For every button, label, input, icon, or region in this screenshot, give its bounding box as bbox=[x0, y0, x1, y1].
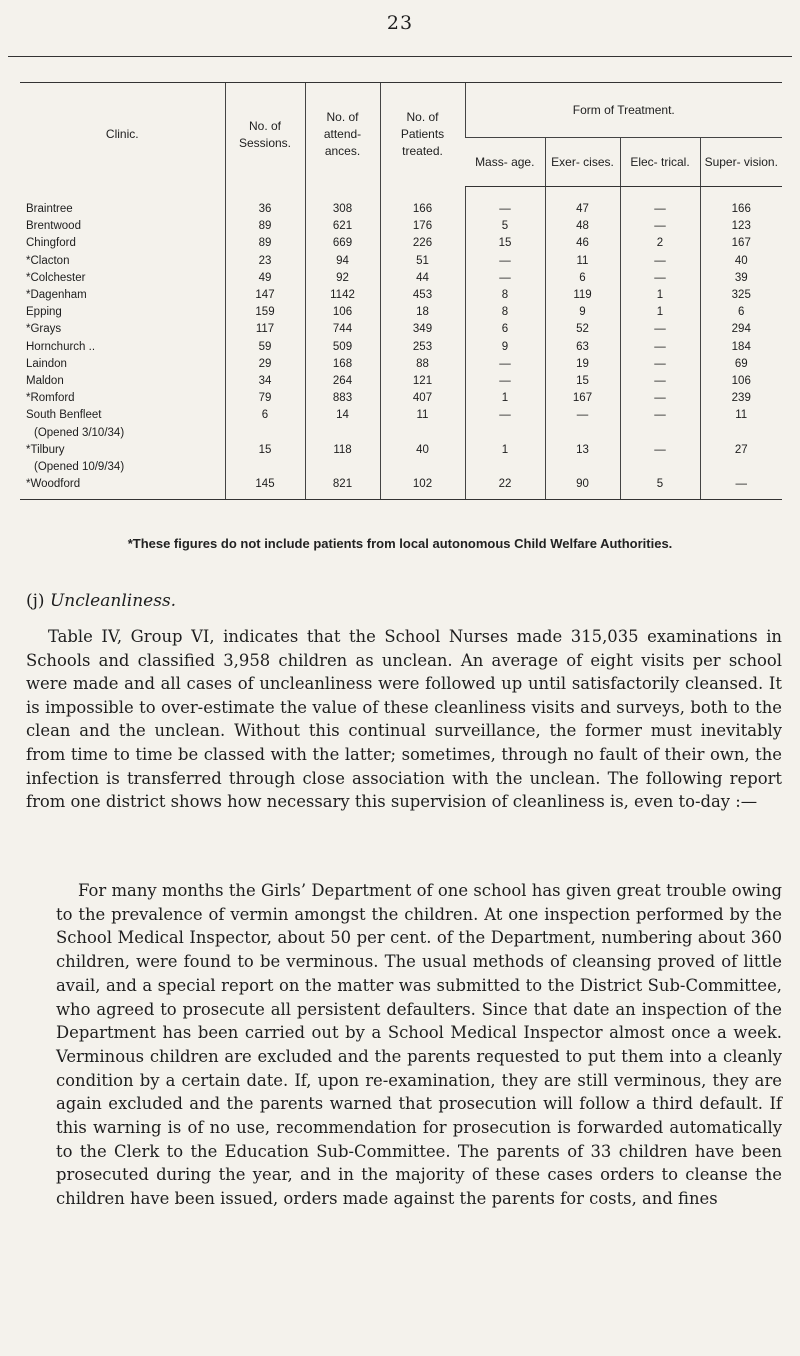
clinic-name-cell bbox=[20, 407, 225, 441]
clinic-name-cell bbox=[20, 187, 225, 219]
cell-patients: 102 bbox=[380, 476, 465, 500]
cell-supervision: 11 bbox=[700, 407, 782, 441]
clinic-name: Hornchurch .. bbox=[26, 340, 96, 353]
header-form-of-treatment: Form of Treatment. bbox=[465, 83, 782, 138]
cell-patients: 176 bbox=[380, 218, 465, 235]
cell-attendances: 509 bbox=[305, 339, 380, 356]
cell-sessions: 6 bbox=[225, 407, 305, 441]
table-row bbox=[20, 235, 782, 252]
header-exercises: Exer- cises. bbox=[545, 138, 620, 187]
clinic-name-cell bbox=[20, 356, 225, 373]
cell-electrical: 5 bbox=[620, 476, 700, 500]
cell-patients: 51 bbox=[380, 253, 465, 270]
clinic-name: *Tilbury bbox=[26, 443, 65, 456]
table-row bbox=[20, 390, 782, 407]
cell-patients: 88 bbox=[380, 356, 465, 373]
cell-electrical: 1 bbox=[620, 287, 700, 304]
cell-attendances: 821 bbox=[305, 476, 380, 500]
cell-electrical: — bbox=[620, 356, 700, 373]
cell-supervision: 184 bbox=[700, 339, 782, 356]
header-clinic: Clinic. bbox=[20, 83, 225, 187]
cell-patients: 407 bbox=[380, 390, 465, 407]
cell-exercises: 119 bbox=[545, 287, 620, 304]
header-massage: Mass- age. bbox=[465, 138, 545, 187]
cell-attendances: 14 bbox=[305, 407, 380, 441]
cell-exercises: 48 bbox=[545, 218, 620, 235]
cell-massage: 9 bbox=[465, 339, 545, 356]
cell-exercises: 46 bbox=[545, 235, 620, 252]
clinic-name-cell bbox=[20, 218, 225, 235]
cell-patients: 226 bbox=[380, 235, 465, 252]
table-row bbox=[20, 407, 782, 441]
cell-patients: 253 bbox=[380, 339, 465, 356]
cell-supervision: 106 bbox=[700, 373, 782, 390]
cell-patients: 11 bbox=[380, 407, 465, 441]
cell-electrical: — bbox=[620, 187, 700, 219]
table-body bbox=[20, 187, 782, 500]
header-patients: No. of Patients treated. bbox=[380, 83, 465, 187]
clinic-name-cell bbox=[20, 304, 225, 321]
clinic-name: South Benfleet bbox=[26, 409, 102, 422]
cell-exercises: 9 bbox=[545, 304, 620, 321]
cell-massage: — bbox=[465, 187, 545, 219]
table-row bbox=[20, 270, 782, 287]
clinic-name-cell bbox=[20, 287, 225, 304]
cell-supervision: 325 bbox=[700, 287, 782, 304]
cell-sessions: 15 bbox=[225, 442, 305, 476]
cell-supervision: 294 bbox=[700, 321, 782, 338]
cell-exercises: 167 bbox=[545, 390, 620, 407]
cell-attendances: 168 bbox=[305, 356, 380, 373]
clinic-name: *Colchester bbox=[26, 271, 86, 284]
cell-sessions: 36 bbox=[225, 187, 305, 219]
cell-massage: 1 bbox=[465, 442, 545, 476]
cell-patients: 44 bbox=[380, 270, 465, 287]
cell-exercises: 47 bbox=[545, 187, 620, 219]
cell-sessions: 29 bbox=[225, 356, 305, 373]
cell-massage: — bbox=[465, 373, 545, 390]
cell-sessions: 89 bbox=[225, 218, 305, 235]
clinic-name: *Dagenham bbox=[26, 289, 87, 302]
cell-massage: 8 bbox=[465, 287, 545, 304]
clinic-name: Chingford bbox=[26, 237, 76, 250]
header-sessions: No. of Sessions. bbox=[225, 83, 305, 187]
cell-sessions: 23 bbox=[225, 253, 305, 270]
cell-attendances: 308 bbox=[305, 187, 380, 219]
cell-electrical: 2 bbox=[620, 235, 700, 252]
cell-electrical: 1 bbox=[620, 304, 700, 321]
cell-electrical: — bbox=[620, 390, 700, 407]
cell-massage: — bbox=[465, 270, 545, 287]
cell-exercises: 11 bbox=[545, 253, 620, 270]
cell-electrical: — bbox=[620, 373, 700, 390]
cell-patients: 166 bbox=[380, 187, 465, 219]
cell-supervision: 39 bbox=[700, 270, 782, 287]
cell-supervision: 166 bbox=[700, 187, 782, 219]
cell-exercises: 19 bbox=[545, 356, 620, 373]
cell-sessions: 145 bbox=[225, 476, 305, 500]
clinic-name-cell bbox=[20, 373, 225, 390]
cell-attendances: 621 bbox=[305, 218, 380, 235]
cell-patients: 121 bbox=[380, 373, 465, 390]
clinic-name-cell bbox=[20, 476, 225, 500]
cell-sessions: 147 bbox=[225, 287, 305, 304]
clinic-name: *Romford bbox=[26, 392, 75, 405]
cell-supervision: 69 bbox=[700, 356, 782, 373]
table-row bbox=[20, 304, 782, 321]
clinic-name: Maldon bbox=[26, 375, 64, 388]
clinic-name: *Clacton bbox=[26, 254, 70, 267]
cell-sessions: 89 bbox=[225, 235, 305, 252]
cell-attendances: 1142 bbox=[305, 287, 380, 304]
cell-attendances: 106 bbox=[305, 304, 380, 321]
cell-patients: 18 bbox=[380, 304, 465, 321]
cell-sessions: 59 bbox=[225, 339, 305, 356]
header-electrical: Elec- trical. bbox=[620, 138, 700, 187]
table-row bbox=[20, 339, 782, 356]
cell-attendances: 883 bbox=[305, 390, 380, 407]
clinic-name: *Woodford bbox=[26, 478, 81, 491]
cell-attendances: 94 bbox=[305, 253, 380, 270]
cell-attendances: 744 bbox=[305, 321, 380, 338]
cell-sessions: 34 bbox=[225, 373, 305, 390]
clinic-name: *Grays bbox=[26, 323, 62, 336]
cell-exercises: — bbox=[545, 407, 620, 441]
table-row bbox=[20, 253, 782, 270]
cell-massage: — bbox=[465, 253, 545, 270]
cell-attendances: 92 bbox=[305, 270, 380, 287]
clinic-name-cell bbox=[20, 339, 225, 356]
clinic-name: Brentwood bbox=[26, 220, 81, 233]
cell-exercises: 63 bbox=[545, 339, 620, 356]
cell-patients: 40 bbox=[380, 442, 465, 476]
table-row bbox=[20, 373, 782, 390]
cell-electrical: — bbox=[620, 407, 700, 441]
clinic-name: Epping bbox=[26, 306, 62, 319]
cell-attendances: 118 bbox=[305, 442, 380, 476]
section-title: Uncleanliness. bbox=[49, 591, 177, 611]
cell-massage: 5 bbox=[465, 218, 545, 235]
cell-massage: 1 bbox=[465, 390, 545, 407]
cell-electrical: — bbox=[620, 253, 700, 270]
cell-electrical: — bbox=[620, 270, 700, 287]
cell-sessions: 117 bbox=[225, 321, 305, 338]
cell-supervision: 40 bbox=[700, 253, 782, 270]
cell-massage: 8 bbox=[465, 304, 545, 321]
cell-exercises: 52 bbox=[545, 321, 620, 338]
clinic-name-cell bbox=[20, 235, 225, 252]
cell-electrical: — bbox=[620, 321, 700, 338]
cell-exercises: 90 bbox=[545, 476, 620, 500]
clinic-name-cell bbox=[20, 390, 225, 407]
clinic-name-cell bbox=[20, 270, 225, 287]
table-footnote: *These figures do not include patients from local autonomous Child Welfare Authorities. bbox=[127, 536, 673, 551]
cell-supervision: 6 bbox=[700, 304, 782, 321]
header-supervision: Super- vision. bbox=[700, 138, 782, 187]
table-row bbox=[20, 187, 782, 219]
table-row bbox=[20, 287, 782, 304]
cell-electrical: — bbox=[620, 442, 700, 476]
paragraph-intro: Table IV, Group VI, indicates that the School Nurses made 315,035 examinations in Schools and classified 3,958 children as unclean. An average of eight visits per school were made and all cases of uncleanliness were followed up until satisfactorily cleansed. It is impossible to over-estimate the value of these cleanliness visits and surveys, both to the clean and the unclean. Without this continual surveillance, the former must inevitably from time to time be classed with the latter; sometimes, through no fault of their own, the infection is transferred through close association with the unclean. The following report from one district shows how necessary this supervision of cleanliness is, even to-day :— bbox=[26, 627, 782, 812]
cell-supervision: 27 bbox=[700, 442, 782, 476]
cell-massage: — bbox=[465, 407, 545, 441]
clinic-name-cell bbox=[20, 442, 225, 476]
section-letter: (j) bbox=[26, 591, 45, 611]
clinic-treatment-table bbox=[20, 82, 782, 500]
cell-attendances: 264 bbox=[305, 373, 380, 390]
cell-supervision: — bbox=[700, 476, 782, 500]
cell-exercises: 13 bbox=[545, 442, 620, 476]
cell-supervision: 239 bbox=[700, 390, 782, 407]
cell-massage: — bbox=[465, 356, 545, 373]
clinic-name: Laindon bbox=[26, 357, 67, 370]
table-row bbox=[20, 321, 782, 338]
cell-patients: 349 bbox=[380, 321, 465, 338]
table-row bbox=[20, 476, 782, 500]
cell-patients: 453 bbox=[380, 287, 465, 304]
table-row bbox=[20, 218, 782, 235]
cell-electrical: — bbox=[620, 218, 700, 235]
cell-attendances: 669 bbox=[305, 235, 380, 252]
cell-sessions: 79 bbox=[225, 390, 305, 407]
clinic-opened-note: (Opened 3/10/34) bbox=[34, 426, 125, 439]
clinic-name: Braintree bbox=[26, 202, 73, 215]
header-attendances: No. of attend- ances. bbox=[305, 83, 380, 187]
cell-exercises: 6 bbox=[545, 270, 620, 287]
cell-massage: 22 bbox=[465, 476, 545, 500]
clinic-name-cell bbox=[20, 321, 225, 338]
cell-massage: 15 bbox=[465, 235, 545, 252]
table-row bbox=[20, 356, 782, 373]
table-row bbox=[20, 442, 782, 476]
cell-supervision: 167 bbox=[700, 235, 782, 252]
top-rule bbox=[8, 56, 792, 57]
paragraph-district-report: For many months the Girls’ Department of one school has given great trouble owing to the prevalence of vermin amongst the children. At one inspection performed by the School Medical Inspector, about 50 per cent. of the Department, numbering about 360 children, were found to be verminous. The usual methods of cleansing proved of little avail, and a special report on the matter was submitted to the District Sub-Committee, who agreed to prosecute all persistent defaulters. Since that date an inspection of the Department has been carried out by a School Medical Inspector almost once a week. Verminous children are excluded and the parents requested to put them into a cleanly condition by a certain date. If, upon re-examination, they are still verminous, they are again excluded and the parents warned that prosecution will follow a third default. If this warning is of no use, recommendation for prosecution is forwarded automatically to the Clerk to the Education Sub-Committee. The parents of 33 children have been prosecuted during the year, and in the majority of these cases orders to cleanse the children have been issued, orders made against the parents for costs, and fines bbox=[56, 881, 782, 1209]
section-heading bbox=[26, 591, 176, 611]
cell-massage: 6 bbox=[465, 321, 545, 338]
cell-electrical: — bbox=[620, 339, 700, 356]
cell-sessions: 49 bbox=[225, 270, 305, 287]
cell-sessions: 159 bbox=[225, 304, 305, 321]
cell-supervision: 123 bbox=[700, 218, 782, 235]
cell-exercises: 15 bbox=[545, 373, 620, 390]
clinic-name-cell bbox=[20, 253, 225, 270]
clinic-opened-note: (Opened 10/9/34) bbox=[34, 461, 125, 474]
page-number: 23 bbox=[386, 12, 414, 34]
